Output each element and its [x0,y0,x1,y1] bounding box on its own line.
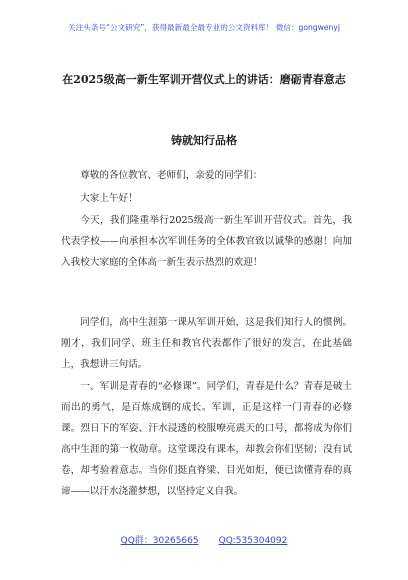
greeting-text: 大家上午好！ [80,193,138,204]
document-title-line-1: 在2025级高一新生军训开营仪式上的讲话：磨砺青春意志 [62,73,346,86]
footer-qq: QQ:535304092 [218,536,288,546]
footer-qq-group: QQ群：30265665 [120,536,199,546]
salutation [61,165,352,186]
footer-contact [0,533,408,546]
paragraph-text: 同学们，高中生涯第一课从军训开始，这是我们知行人的惯例。刚才，我们同学、班主任和教官代表都作了很好的发言，在此基础上，我想讲三句话。 [61,317,352,370]
paragraph [61,376,352,502]
paragraph [61,210,352,273]
salutation-text: 尊敬的各位教官、老师们，亲爱的同学们： [80,170,263,181]
paragraph [61,312,352,375]
document-title-line-2: 铸就知行品格 [171,134,237,147]
paragraph-text: 一、军训是青春的“必修课”。同学们，青春是什么？青春是破土而出的勇气，是百炼成钢的成长。军训，正是这样一门青春的必修课。烈日下的军姿、汗水浸透的校服嘹亮震天的口号，都将成为你们高中生涯的第一枚勋章。这堂课没有课本，却教会你们坚韧；没有试卷，却考验着意志。当你们挺直脊梁、目光如炬，便已读懂青春的真谛——以汗水浇灌梦想，以坚持定义自我。 [61,381,352,497]
header-banner: 关注头条号“公文研究”，获得最新最全最专业的公文资料库！ 微信：gongwenyj [68,23,340,32]
greeting [61,188,352,209]
paragraph-text: 今天，我们隆重举行2025级高一新生军训开营仪式。首先，我代表学校——向承担本次军训任务的全体教官致以诚挚的感谢！向加入我校大家庭的全体高一新生表示热烈的欢迎！ [61,215,352,268]
